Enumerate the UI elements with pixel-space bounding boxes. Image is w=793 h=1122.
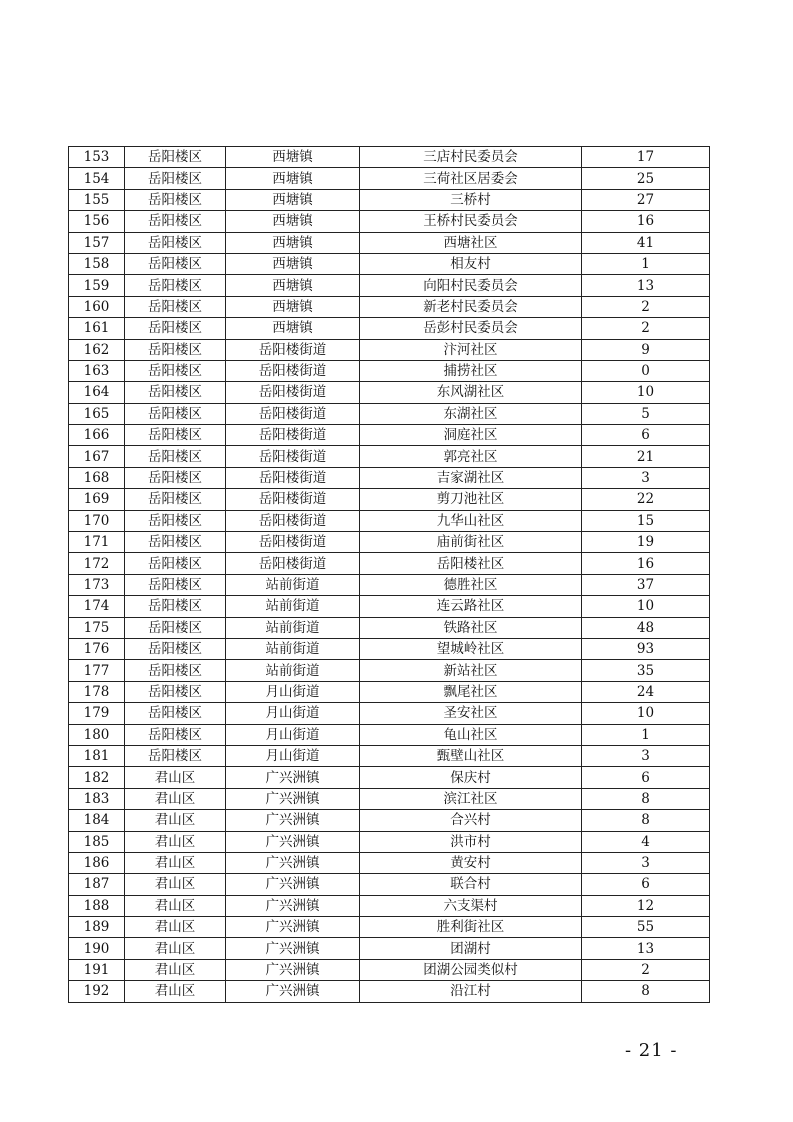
cell-count: 22 [582, 489, 710, 510]
cell-count: 10 [582, 703, 710, 724]
cell-community: 东风湖社区 [360, 382, 582, 403]
table-row [69, 532, 710, 553]
cell-index: 180 [69, 724, 125, 745]
cell-community: 吉家湖社区 [360, 467, 582, 488]
cell-index: 187 [69, 874, 125, 895]
cell-town: 广兴洲镇 [226, 981, 360, 1002]
cell-town: 站前街道 [226, 574, 360, 595]
cell-district: 君山区 [125, 831, 226, 852]
cell-district: 君山区 [125, 767, 226, 788]
cell-index: 181 [69, 745, 125, 766]
cell-town: 广兴洲镇 [226, 895, 360, 916]
table-row [69, 895, 710, 916]
cell-index: 174 [69, 596, 125, 617]
cell-community: 王桥村民委员会 [360, 211, 582, 232]
cell-index: 153 [69, 147, 125, 168]
cell-community: 相友村 [360, 253, 582, 274]
cell-index: 154 [69, 168, 125, 189]
cell-count: 6 [582, 767, 710, 788]
cell-count: 48 [582, 617, 710, 638]
table-row [69, 382, 710, 403]
cell-district: 岳阳楼区 [125, 510, 226, 531]
cell-town: 月山街道 [226, 724, 360, 745]
cell-district: 岳阳楼区 [125, 660, 226, 681]
cell-town: 月山街道 [226, 681, 360, 702]
cell-district: 岳阳楼区 [125, 425, 226, 446]
table-row [69, 253, 710, 274]
cell-count: 25 [582, 168, 710, 189]
cell-community: 西塘社区 [360, 232, 582, 253]
cell-town: 西塘镇 [226, 232, 360, 253]
cell-district: 君山区 [125, 959, 226, 980]
cell-community: 洞庭社区 [360, 425, 582, 446]
cell-count: 2 [582, 296, 710, 317]
cell-district: 岳阳楼区 [125, 638, 226, 659]
cell-district: 岳阳楼区 [125, 681, 226, 702]
cell-town: 西塘镇 [226, 318, 360, 339]
table-row [69, 147, 710, 168]
cell-community: 九华山社区 [360, 510, 582, 531]
cell-index: 176 [69, 638, 125, 659]
table-row [69, 703, 710, 724]
table-row [69, 211, 710, 232]
cell-town: 广兴洲镇 [226, 810, 360, 831]
table-row [69, 553, 710, 574]
cell-community: 庙前街社区 [360, 532, 582, 553]
cell-community: 郭亮社区 [360, 446, 582, 467]
cell-count: 6 [582, 425, 710, 446]
cell-town: 西塘镇 [226, 275, 360, 296]
cell-count: 15 [582, 510, 710, 531]
cell-community: 保庆村 [360, 767, 582, 788]
cell-index: 157 [69, 232, 125, 253]
cell-community: 沿江村 [360, 981, 582, 1002]
cell-town: 广兴洲镇 [226, 938, 360, 959]
cell-community: 岳阳楼社区 [360, 553, 582, 574]
cell-district: 岳阳楼区 [125, 318, 226, 339]
cell-count: 0 [582, 360, 710, 381]
cell-town: 广兴洲镇 [226, 852, 360, 873]
table-row [69, 681, 710, 702]
cell-district: 岳阳楼区 [125, 532, 226, 553]
cell-district: 君山区 [125, 938, 226, 959]
cell-community: 新老村民委员会 [360, 296, 582, 317]
cell-index: 188 [69, 895, 125, 916]
table-row [69, 810, 710, 831]
cell-district: 岳阳楼区 [125, 724, 226, 745]
cell-index: 164 [69, 382, 125, 403]
cell-community: 滨江社区 [360, 788, 582, 809]
cell-count: 10 [582, 596, 710, 617]
cell-count: 5 [582, 403, 710, 424]
table-row [69, 339, 710, 360]
cell-town: 广兴洲镇 [226, 874, 360, 895]
table-row [69, 617, 710, 638]
cell-town: 岳阳楼街道 [226, 446, 360, 467]
table-row [69, 189, 710, 210]
cell-community: 剪刀池社区 [360, 489, 582, 510]
table-row [69, 318, 710, 339]
cell-count: 17 [582, 147, 710, 168]
cell-town: 岳阳楼街道 [226, 403, 360, 424]
cell-index: 177 [69, 660, 125, 681]
cell-town: 西塘镇 [226, 147, 360, 168]
cell-district: 君山区 [125, 981, 226, 1002]
cell-index: 186 [69, 852, 125, 873]
cell-district: 岳阳楼区 [125, 147, 226, 168]
cell-town: 西塘镇 [226, 168, 360, 189]
cell-count: 8 [582, 810, 710, 831]
table-row [69, 981, 710, 1002]
cell-town: 西塘镇 [226, 211, 360, 232]
cell-index: 178 [69, 681, 125, 702]
cell-district: 岳阳楼区 [125, 296, 226, 317]
cell-count: 35 [582, 660, 710, 681]
table-row [69, 724, 710, 745]
table-row [69, 745, 710, 766]
cell-town: 岳阳楼街道 [226, 339, 360, 360]
cell-community: 三荷社区居委会 [360, 168, 582, 189]
cell-index: 182 [69, 767, 125, 788]
table-row [69, 852, 710, 873]
cell-district: 君山区 [125, 810, 226, 831]
cell-index: 158 [69, 253, 125, 274]
table-row [69, 938, 710, 959]
page-number: - 21 - [625, 1040, 678, 1061]
cell-index: 161 [69, 318, 125, 339]
cell-district: 岳阳楼区 [125, 467, 226, 488]
cell-town: 岳阳楼街道 [226, 425, 360, 446]
cell-index: 160 [69, 296, 125, 317]
cell-community: 新站社区 [360, 660, 582, 681]
cell-town: 站前街道 [226, 596, 360, 617]
cell-community: 六支渠村 [360, 895, 582, 916]
cell-district: 君山区 [125, 917, 226, 938]
cell-community: 黄安村 [360, 852, 582, 873]
cell-town: 广兴洲镇 [226, 767, 360, 788]
cell-community: 汴河社区 [360, 339, 582, 360]
table-row [69, 596, 710, 617]
cell-district: 岳阳楼区 [125, 446, 226, 467]
table-row [69, 403, 710, 424]
cell-index: 159 [69, 275, 125, 296]
cell-index: 179 [69, 703, 125, 724]
cell-count: 3 [582, 852, 710, 873]
table-body [69, 147, 710, 1003]
cell-community: 铁路社区 [360, 617, 582, 638]
cell-town: 岳阳楼街道 [226, 382, 360, 403]
cell-count: 93 [582, 638, 710, 659]
table-row [69, 831, 710, 852]
cell-town: 广兴洲镇 [226, 959, 360, 980]
cell-index: 166 [69, 425, 125, 446]
cell-town: 月山街道 [226, 703, 360, 724]
cell-district: 岳阳楼区 [125, 339, 226, 360]
table-row [69, 467, 710, 488]
table-row [69, 660, 710, 681]
cell-index: 189 [69, 917, 125, 938]
cell-count: 3 [582, 745, 710, 766]
cell-community: 望城岭社区 [360, 638, 582, 659]
table-row [69, 638, 710, 659]
cell-town: 西塘镇 [226, 189, 360, 210]
cell-count: 16 [582, 553, 710, 574]
cell-district: 君山区 [125, 895, 226, 916]
table-row [69, 788, 710, 809]
cell-community: 合兴村 [360, 810, 582, 831]
cell-index: 156 [69, 211, 125, 232]
cell-count: 6 [582, 874, 710, 895]
cell-town: 广兴洲镇 [226, 788, 360, 809]
cell-community: 捕捞社区 [360, 360, 582, 381]
cell-index: 165 [69, 403, 125, 424]
cell-count: 19 [582, 532, 710, 553]
cell-index: 162 [69, 339, 125, 360]
table-row [69, 574, 710, 595]
cell-district: 岳阳楼区 [125, 617, 226, 638]
table-row [69, 168, 710, 189]
table-row [69, 917, 710, 938]
cell-community: 龟山社区 [360, 724, 582, 745]
cell-count: 13 [582, 275, 710, 296]
cell-index: 169 [69, 489, 125, 510]
cell-community: 德胜社区 [360, 574, 582, 595]
cell-town: 岳阳楼街道 [226, 360, 360, 381]
cell-index: 190 [69, 938, 125, 959]
cell-district: 君山区 [125, 874, 226, 895]
cell-community: 向阳村民委员会 [360, 275, 582, 296]
cell-district: 岳阳楼区 [125, 574, 226, 595]
cell-town: 西塘镇 [226, 296, 360, 317]
cell-community: 飘尾社区 [360, 681, 582, 702]
cell-district: 岳阳楼区 [125, 253, 226, 274]
cell-town: 站前街道 [226, 660, 360, 681]
cell-town: 广兴洲镇 [226, 831, 360, 852]
cell-count: 8 [582, 788, 710, 809]
cell-community: 团湖村 [360, 938, 582, 959]
cell-count: 27 [582, 189, 710, 210]
cell-district: 岳阳楼区 [125, 168, 226, 189]
cell-community: 连云路社区 [360, 596, 582, 617]
cell-count: 16 [582, 211, 710, 232]
cell-district: 岳阳楼区 [125, 275, 226, 296]
table-row [69, 232, 710, 253]
cell-count: 8 [582, 981, 710, 1002]
table-row [69, 296, 710, 317]
cell-count: 10 [582, 382, 710, 403]
cell-count: 13 [582, 938, 710, 959]
cell-district: 岳阳楼区 [125, 403, 226, 424]
cell-index: 163 [69, 360, 125, 381]
cell-count: 12 [582, 895, 710, 916]
cell-index: 184 [69, 810, 125, 831]
table-row [69, 874, 710, 895]
cell-count: 21 [582, 446, 710, 467]
cell-count: 2 [582, 318, 710, 339]
table-row [69, 275, 710, 296]
cell-town: 站前街道 [226, 617, 360, 638]
cell-community: 甄壁山社区 [360, 745, 582, 766]
cell-district: 岳阳楼区 [125, 189, 226, 210]
data-table [68, 146, 710, 1003]
cell-town: 站前街道 [226, 638, 360, 659]
cell-district: 君山区 [125, 852, 226, 873]
cell-index: 171 [69, 532, 125, 553]
cell-district: 岳阳楼区 [125, 489, 226, 510]
cell-count: 55 [582, 917, 710, 938]
cell-district: 岳阳楼区 [125, 745, 226, 766]
cell-index: 167 [69, 446, 125, 467]
cell-index: 183 [69, 788, 125, 809]
cell-district: 岳阳楼区 [125, 553, 226, 574]
cell-district: 岳阳楼区 [125, 596, 226, 617]
cell-district: 岳阳楼区 [125, 360, 226, 381]
cell-count: 37 [582, 574, 710, 595]
cell-town: 岳阳楼街道 [226, 489, 360, 510]
cell-district: 岳阳楼区 [125, 232, 226, 253]
table-row [69, 959, 710, 980]
cell-community: 联合村 [360, 874, 582, 895]
table-row [69, 425, 710, 446]
cell-town: 西塘镇 [226, 253, 360, 274]
cell-district: 岳阳楼区 [125, 211, 226, 232]
cell-town: 岳阳楼街道 [226, 510, 360, 531]
cell-index: 168 [69, 467, 125, 488]
cell-community: 团湖公园类似村 [360, 959, 582, 980]
cell-count: 2 [582, 959, 710, 980]
cell-community: 岳彭村民委员会 [360, 318, 582, 339]
cell-index: 191 [69, 959, 125, 980]
cell-district: 君山区 [125, 788, 226, 809]
table-row [69, 510, 710, 531]
cell-town: 岳阳楼街道 [226, 532, 360, 553]
cell-index: 185 [69, 831, 125, 852]
cell-community: 三店村民委员会 [360, 147, 582, 168]
cell-community: 洪市村 [360, 831, 582, 852]
cell-count: 3 [582, 467, 710, 488]
cell-community: 圣安社区 [360, 703, 582, 724]
cell-index: 192 [69, 981, 125, 1002]
cell-community: 胜利街社区 [360, 917, 582, 938]
table-row [69, 767, 710, 788]
cell-count: 1 [582, 724, 710, 745]
cell-community: 三桥村 [360, 189, 582, 210]
cell-count: 9 [582, 339, 710, 360]
cell-town: 岳阳楼街道 [226, 467, 360, 488]
cell-index: 155 [69, 189, 125, 210]
cell-index: 172 [69, 553, 125, 574]
cell-count: 41 [582, 232, 710, 253]
cell-count: 4 [582, 831, 710, 852]
cell-town: 广兴洲镇 [226, 917, 360, 938]
cell-district: 岳阳楼区 [125, 382, 226, 403]
table-row [69, 489, 710, 510]
cell-count: 1 [582, 253, 710, 274]
cell-district: 岳阳楼区 [125, 703, 226, 724]
cell-count: 24 [582, 681, 710, 702]
cell-index: 170 [69, 510, 125, 531]
table-row [69, 446, 710, 467]
cell-community: 东湖社区 [360, 403, 582, 424]
cell-town: 岳阳楼街道 [226, 553, 360, 574]
table-container [68, 146, 709, 1003]
cell-town: 月山街道 [226, 745, 360, 766]
table-row [69, 360, 710, 381]
cell-index: 175 [69, 617, 125, 638]
cell-index: 173 [69, 574, 125, 595]
